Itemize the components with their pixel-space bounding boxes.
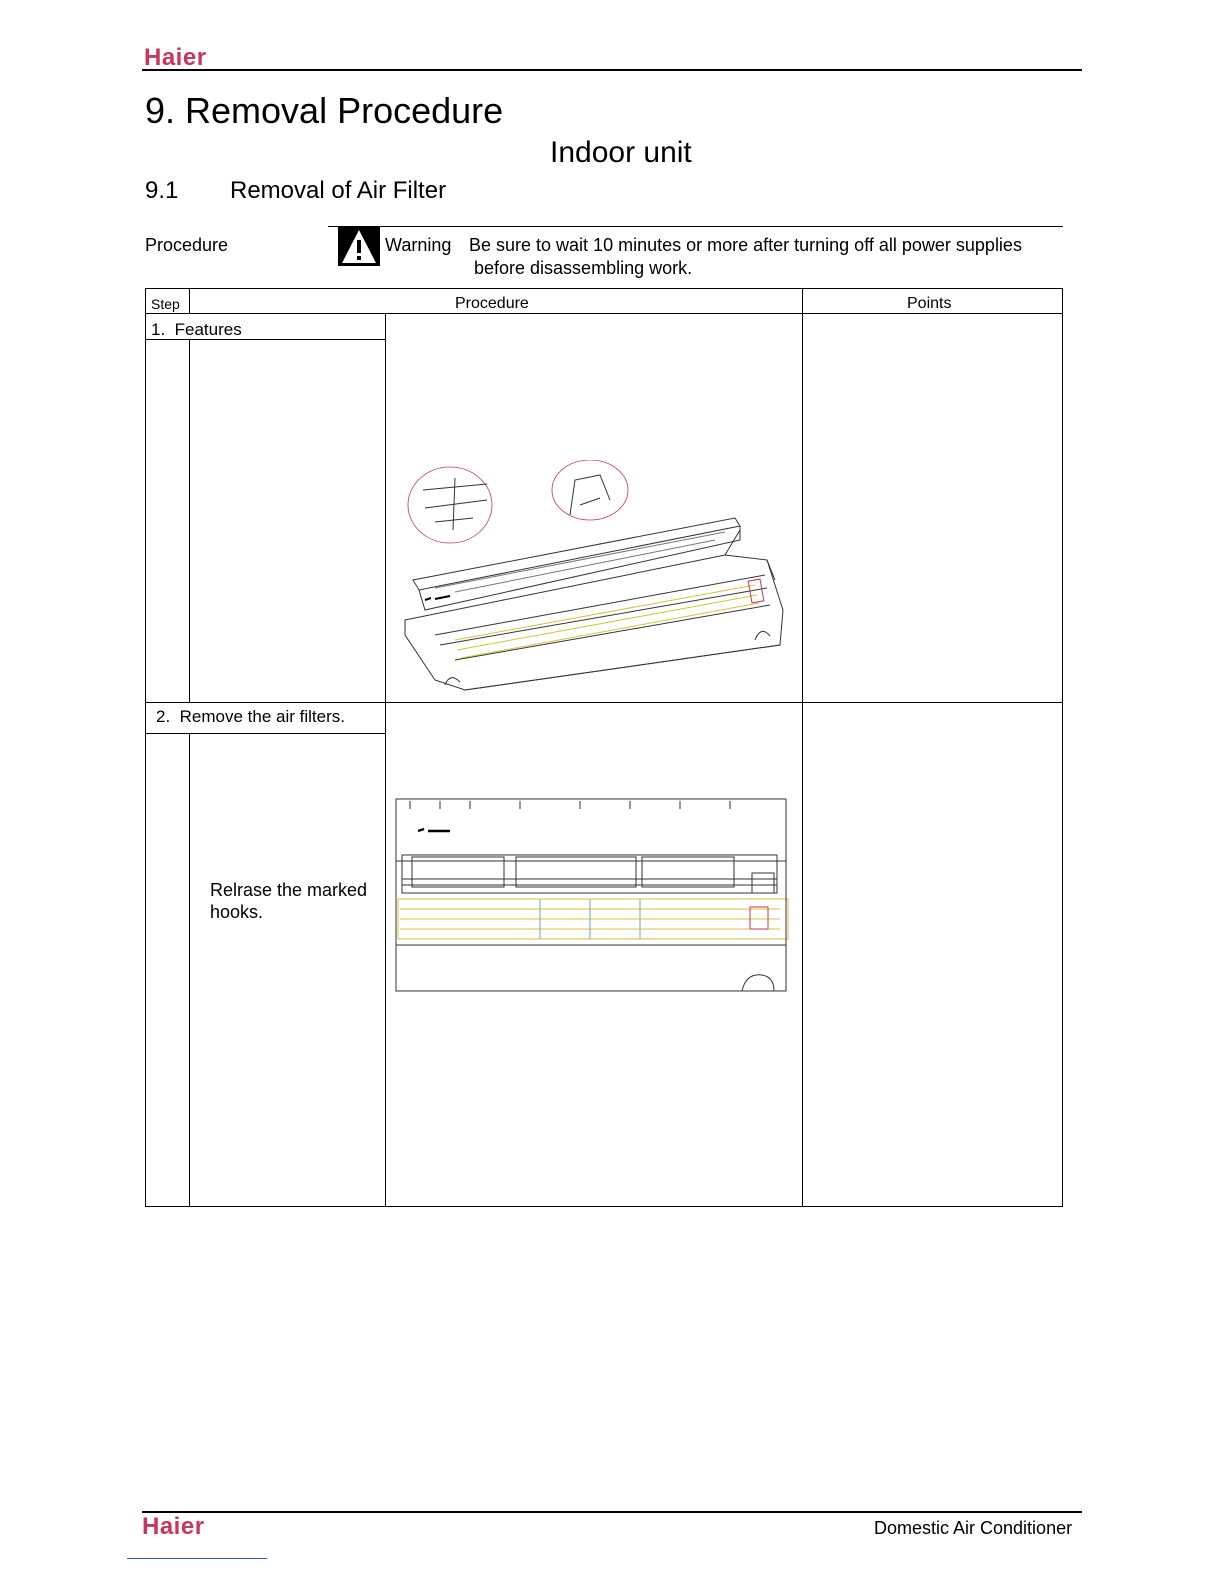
footer-text: Domestic Air Conditioner: [874, 1518, 1073, 1538]
step-2-title: 2. Remove the air filters.: [156, 707, 345, 726]
header-logo: Haier: [144, 44, 207, 71]
step-2-instruction-line2: hooks.: [210, 902, 264, 922]
warning-top-rule: [328, 226, 1063, 227]
footer-rule: [142, 1511, 1082, 1513]
page-subtitle: Indoor unit: [550, 136, 692, 169]
step-2-instruction-line1: Relrase the marked: [210, 880, 368, 900]
section-title: Removal of Air Filter: [230, 177, 447, 204]
header-step: Step: [151, 296, 180, 312]
header-points: Points: [907, 295, 952, 312]
footer-logo: Haier: [142, 1513, 205, 1540]
header-rule: [142, 69, 1082, 71]
header-procedure: Procedure: [455, 295, 529, 312]
warning-text-line2: before disassembling work.: [474, 258, 693, 278]
procedure-label: Procedure: [145, 235, 229, 255]
warning-icon: [338, 226, 380, 266]
footer-link-underline: [127, 1558, 267, 1559]
step-1-title: 1. Features: [151, 320, 242, 339]
warning-label: Warning: [385, 235, 452, 255]
indoor-unit-front-view-diagram: [390, 795, 790, 995]
indoor-unit-open-panel-diagram: [395, 460, 795, 700]
page-title: 9. Removal Procedure: [145, 90, 504, 131]
warning-text-line1: Be sure to wait 10 minutes or more after turning off all power supplies: [469, 235, 1022, 255]
section-number: 9.1: [145, 177, 179, 204]
